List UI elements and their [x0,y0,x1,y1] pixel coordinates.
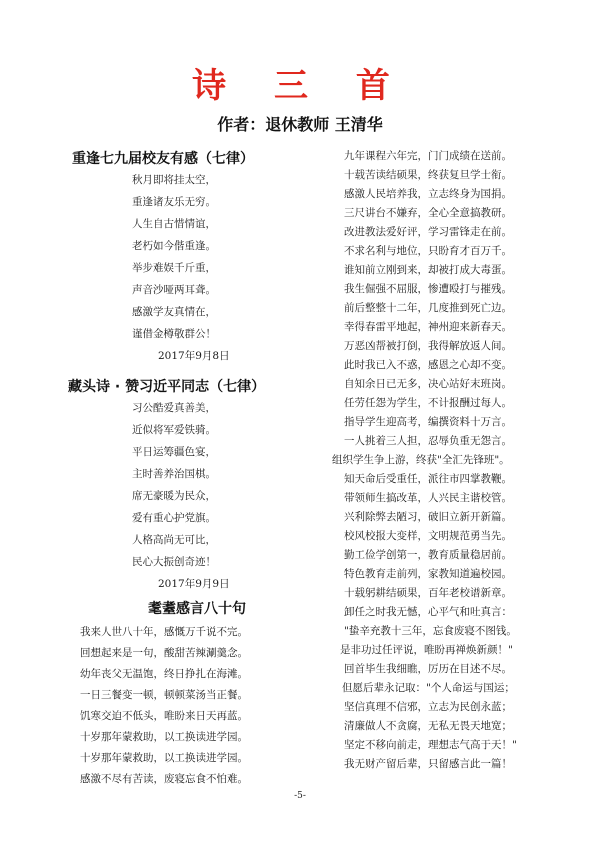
poem3-line: 指导学生迎高考，编撰资料十万言。 [344,416,512,428]
poem3-line: 特色教育走前列，家教知道遍校园。 [344,568,512,580]
poem3-line: 幸得春雷平地起，神州迎来新春天。 [344,321,512,333]
poem3-body-right [332,148,576,775]
right-column [326,148,576,775]
poem3-line: "蛰辛充教十三年，忘食废寝不图钱。 [344,625,517,637]
poem3-line: 坚信真理不信邪，立志为民创永蓝； [344,701,512,713]
poem3-body-left [80,624,320,792]
poem3-line: 不求名利与地位，只盼育才百万千。 [344,245,512,257]
poem3-line: 万恶凶帮被打倒，我得解放返人间。 [344,340,512,352]
poem1-title: 重逢七九届校友有感（七律） [72,151,254,167]
poem3-line: 但愿后辈永记取："个人命运与国运； [342,682,515,694]
poem3-line: 一日三餐变一顿，顿顿菜汤当正餐。 [80,689,248,701]
poem3-line: 一人挑着三人担，忍辱负重无怨言。 [344,435,512,447]
page-number: -5- [294,791,306,801]
poem2-line: 主时善养治国棋。 [132,468,216,480]
poem3-line: 我生倔强不屈服，惨遭殴打与摧残。 [344,283,512,295]
poem2-line: 人格高尚无可比， [132,534,216,546]
poem3-line: 改进教法爱好评，学习雷锋走在前。 [344,226,512,238]
poem3-line: 带领师生搞改革，人兴民主谐校管。 [344,492,512,504]
article-title: 诗 三 首 [192,66,408,106]
poem1-line: 举步难娱千斤重， [132,262,216,274]
poem2-title: 藏头诗 · 赞习近平同志（七律） [68,379,266,395]
left-column [70,148,320,792]
poem3-line: 三尺讲台不嫌弃，全心全意搞教研。 [344,207,512,219]
poem3-line: 卸任之时我无憾，心平气和吐真言： [344,606,512,618]
poem3-line: 知天命后受重任，派往市四掌教鞭。 [344,473,512,485]
poem3-line: 自知余日已无多，决心站好末班岗。 [344,378,512,390]
poem1-line: 声音沙哑两耳聋。 [132,284,216,296]
poem1-date: 2017年9月8日 [158,350,230,362]
poem3-line: 前后整整十二年，几度推到死亡边。 [344,302,512,314]
poem1-line: 谨借金樽敬群公！ [132,328,216,340]
poem3-line: 兴利除弊去陋习，破旧立新开新篇。 [344,511,512,523]
poem3-line: 十载苦读结硕果，终获复旦学士衔。 [344,169,512,181]
poem3-line: 坚定不移向前走，理想志气高于天！" [344,739,517,751]
author-line: 作者：退休教师 王清华 [217,115,383,134]
poem1-line: 秋月即将挂太空， [132,174,216,186]
poem3-line: 十岁那年蒙救助，以工换读进学园。 [80,752,248,764]
poem2-line: 近似将军爱铁骑。 [132,424,216,436]
poem3-line: 饥寒交迫不低头，唯盼来日天再蓝。 [80,710,248,722]
poem3-line: 清廉做人不贪腐，无私无畏天地宽； [344,720,512,732]
poem2-line: 爱有重心护党旗。 [132,512,216,524]
poem2-line: 民心大振创奇迹！ [132,556,216,568]
poem3-line: 回想起来是一句，酸甜苦辣涮羹念。 [80,647,248,659]
poem1-line: 老朽如今偕重逢。 [132,240,216,252]
poem2-line: 习公酷爱真善美， [132,402,216,414]
poem1-body [132,172,320,348]
poem3-line: 十岁那年蒙救助，以工换读进学园。 [80,731,248,743]
poem3-line: 我无财产留后辈，只留感言此一篇！ [344,758,512,770]
poem3-line: 校风校报大变样，文明规范勇当先。 [344,530,512,542]
poem2-date: 2017年9月9日 [158,578,230,590]
poem3-line: 回首毕生我细瞧，厉历在目述不尽。 [344,663,512,675]
poem3-line: 感激不尽有苦读，废寝忘食不怕难。 [80,773,248,785]
poem3-line: 十载躬耕结硕果，百年老校谱新章。 [344,587,512,599]
poem1-line: 人生自古惜情谊， [132,218,216,230]
poem3-line: 勤工俭学创第一，教育质量稳居前。 [344,549,512,561]
poem2-line: 席无豪暖为民众， [132,490,216,502]
poem2-line: 平日运筹疆色宴， [132,446,216,458]
poem3-line: 谁知前立刚到来，却被打成大毒蛋。 [344,264,512,276]
poem3-line: 九年课程六年完，门门成绩在送前。 [344,150,512,162]
poem1-line: 感激学友真情在， [132,306,216,318]
poem2-body [132,400,320,576]
poem3-line: 我来人世八十年，感慨万千说不完。 [80,626,248,638]
poem3-title: 耄耋感言八十句 [148,601,246,617]
poem3-line: 任劳任怨为学生，不计报酬过每人。 [344,397,512,409]
poem3-line: 感激人民培养我，立志终身为国捐。 [344,188,512,200]
poem3-line: 组织学生争上游，终获"全汇先锋班"。 [332,454,510,466]
poem1-line: 重逢诸友乐无穷。 [132,196,216,208]
poem3-line: 此时我已入不惑，感恩之心却不变。 [344,359,512,371]
poem3-line: 是非功过任评说，唯盼再禅焕新颜！" [340,644,513,656]
poem3-line: 幼年丧父无温饱，终日挣扎在海滩。 [80,668,248,680]
